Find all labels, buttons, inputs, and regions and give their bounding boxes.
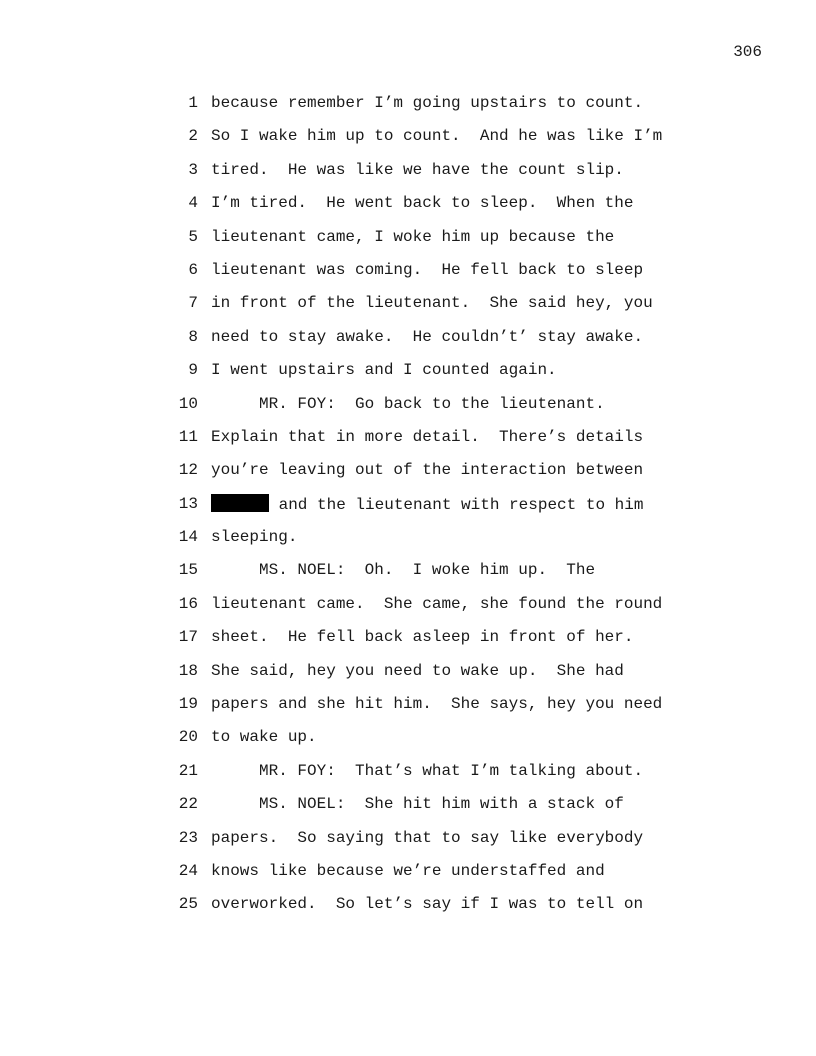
line-text: tired. He was like we have the count slip. [211, 160, 624, 179]
line-text: you’re leaving out of the interaction between [211, 461, 644, 480]
transcript-line [170, 560, 730, 593]
line-text: MS. NOEL: She hit him with a stack of [211, 795, 624, 814]
transcript-line [170, 828, 730, 861]
line-number: 15 [178, 561, 198, 580]
line-text: So I wake him up to count. And he was like I’m [211, 127, 663, 146]
line-number: 12 [178, 461, 198, 480]
line-text: Explain that in more detail. There’s details [211, 427, 644, 446]
transcript-line [170, 193, 730, 226]
line-text: MR. FOY: That’s what I’m talking about. [211, 761, 644, 780]
line-number: 7 [188, 294, 198, 313]
line-text: sleeping. [211, 528, 298, 547]
line-text: She said, hey you need to wake up. She had [211, 661, 624, 680]
line-number: 22 [178, 795, 198, 814]
transcript-line [170, 694, 730, 727]
transcript-line [170, 260, 730, 293]
transcript-line [170, 594, 730, 627]
transcript-line [170, 460, 730, 493]
transcript-line [170, 727, 730, 760]
line-text: lieutenant came, I woke him up because the [211, 227, 615, 246]
line-text: MS. NOEL: Oh. I woke him up. The [211, 561, 596, 580]
line-number: 5 [188, 227, 198, 246]
line-number: 10 [178, 394, 198, 413]
line-number: 13 [178, 494, 198, 513]
transcript-line [170, 227, 730, 260]
line-text: lieutenant was coming. He fell back to sleep [211, 260, 644, 279]
line-number: 18 [178, 661, 198, 680]
line-text: I went upstairs and I counted again. [211, 361, 557, 380]
line-text: sheet. He fell back asleep in front of her. [211, 628, 634, 647]
page-number: 306 [733, 43, 762, 61]
transcript-line [170, 93, 730, 126]
transcript-line [170, 360, 730, 393]
line-number: 20 [178, 728, 198, 747]
transcript-line [170, 394, 730, 427]
line-number: 24 [178, 861, 198, 880]
line-number: 23 [178, 828, 198, 847]
line-text-after-redaction: and the lieutenant with respect to him [269, 495, 644, 514]
line-text: lieutenant came. She came, she found the round [211, 594, 663, 613]
line-number: 19 [178, 695, 198, 714]
transcript-line [170, 761, 730, 794]
line-text: overworked. So let’s say if I was to tell on [211, 895, 644, 914]
line-text: knows like because we’re understaffed and [211, 861, 605, 880]
line-number: 21 [178, 761, 198, 780]
line-number: 3 [188, 160, 198, 179]
line-text: I’m tired. He went back to sleep. When the [211, 194, 634, 213]
transcript-line [170, 327, 730, 360]
line-number: 16 [178, 594, 198, 613]
transcript-line [170, 627, 730, 660]
transcript-line [170, 527, 730, 560]
line-text: need to stay awake. He couldn’t’ stay awake. [211, 327, 644, 346]
line-number: 4 [188, 194, 198, 213]
line-number: 1 [188, 94, 198, 112]
transcript-line [170, 494, 730, 527]
transcript-line [170, 160, 730, 193]
transcript-line [170, 126, 730, 159]
line-text: papers. So saying that to say like everybody [211, 828, 644, 847]
line-number: 25 [178, 895, 198, 914]
redaction-block [211, 494, 269, 512]
transcript-line [170, 861, 730, 894]
line-text: because remember I’m going upstairs to count. [211, 94, 644, 112]
line-number: 14 [178, 528, 198, 547]
line-text: papers and she hit him. She says, hey you need [211, 695, 663, 714]
transcript-line [170, 427, 730, 460]
line-number: 11 [178, 427, 198, 446]
transcript-line [170, 293, 730, 326]
transcript-line [170, 794, 730, 827]
line-number: 17 [178, 628, 198, 647]
line-text [211, 494, 643, 515]
transcript-line [170, 894, 730, 927]
line-number: 9 [188, 361, 198, 380]
line-text: to wake up. [211, 728, 317, 747]
line-number: 2 [188, 127, 198, 146]
line-text: in front of the lieutenant. She said hey, you [211, 294, 653, 313]
line-text: MR. FOY: Go back to the lieutenant. [211, 394, 605, 413]
line-number: 6 [188, 260, 198, 279]
line-number: 8 [188, 327, 198, 346]
transcript-body [170, 93, 730, 928]
transcript-line [170, 661, 730, 694]
